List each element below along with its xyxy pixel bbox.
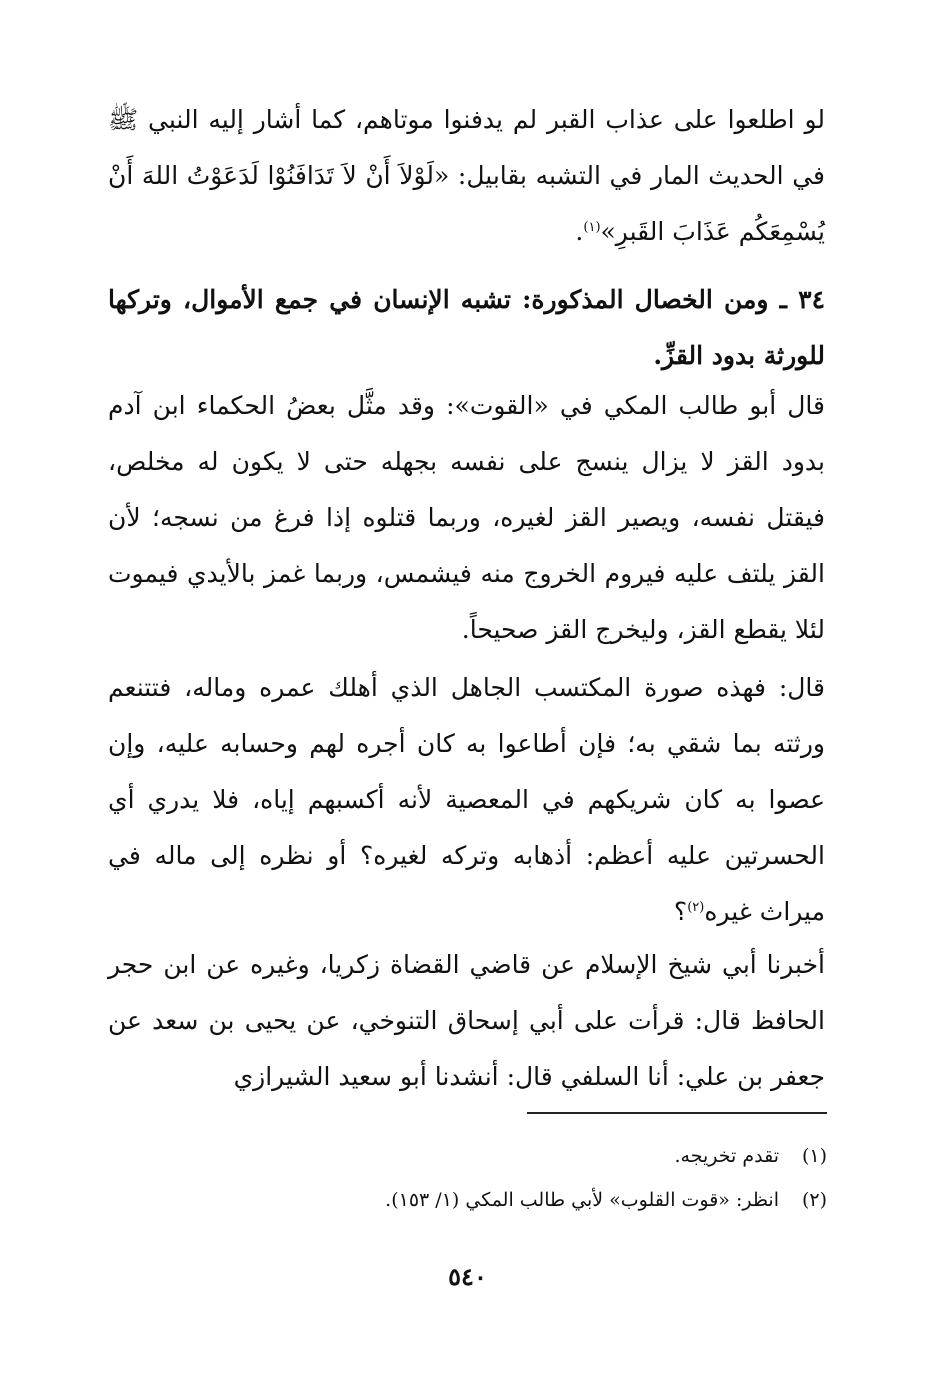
footnote-divider [527, 1112, 827, 1114]
paragraph-1 [108, 92, 825, 260]
paragraph-3-text: قال: فهذه صورة المكتسب الجاهل الذي أهلك عمره وماله، فتتنعم ورثته بما شقي به؛ فإن أطاعوا به كان أجره لهم وحسابه عليه، وإن عصوا به كان شريكهم في المعصية لأنه أكسبهم إياه، فلا يدري أي الحسرتين عليه أعظم: أذهابه وتركه لغيره؟ أو نظره إلى ماله في ميراث غيره [108, 673, 825, 926]
section-heading: ٣٤ ـ ومن الخصال المذكورة: تشبه الإنسان في جمع الأموال، وتركها للورثة بدود القزِّ. [108, 285, 825, 370]
footnote-ref-2: (٢) [687, 900, 705, 915]
footnotes [110, 1134, 827, 1222]
page-number: ٥٤٠ [448, 1262, 487, 1291]
footnote-ref-1: (١) [583, 220, 601, 235]
footnote-number: (٢) [801, 1189, 827, 1211]
paragraph-1-tail: . [575, 217, 584, 246]
footnote-2 [110, 1178, 827, 1222]
paragraph-3 [108, 660, 825, 940]
footnote-text: انظر: «قوت القلوب» لأبي طالب المكي (١/ ١٥٣). [385, 1189, 779, 1211]
paragraph-2: قال أبو طالب المكي في «القوت»: وقد مثَّل بعضُ الحكماء ابن آدم بدود القز لا يزال ينسج على نفسه بجهله حتى لا يكون له مخلص، فيقتل نفسه، ويصير القز لغيره، وربما قتلوه إذا فرغ من نسجه؛ لأن القز يلتف عليه فيروم الخروج منه فيشمس، وربما غمز بالأيدي فيموت لئلا يقطع القز، وليخرج القز صحيحاً. [108, 391, 825, 644]
footnote-1 [110, 1134, 827, 1178]
footnote-text: تقدم تخريجه. [674, 1145, 779, 1167]
paragraph-4: أخبرنا أبي شيخ الإسلام عن قاضي القضاة زكريا، وغيره عن ابن حجر الحافظ قال: قرأت على أبي إسحاق التنوخي، عن يحيى بن سعد عن جعفر بن علي: أنا السلفي قال: أنشدنا أبو سعيد الشيرازي [108, 950, 825, 1091]
paragraph-1-text: لو اطلعوا على عذاب القبر لم يدفنوا موتاهم، كما أشار إليه النبي ﷺ في الحديث المار في التشبه بقابيل: «لَوْلاَ أَنْ لاَ تَدَافَنُوْا لَدَعَوْتُ اللهَ أَنْ يُسْمِعَكُم عَذَابَ القَبرِ» [108, 105, 825, 246]
paragraph-3-tail: ؟ [673, 897, 688, 926]
footnote-number: (١) [801, 1145, 827, 1167]
